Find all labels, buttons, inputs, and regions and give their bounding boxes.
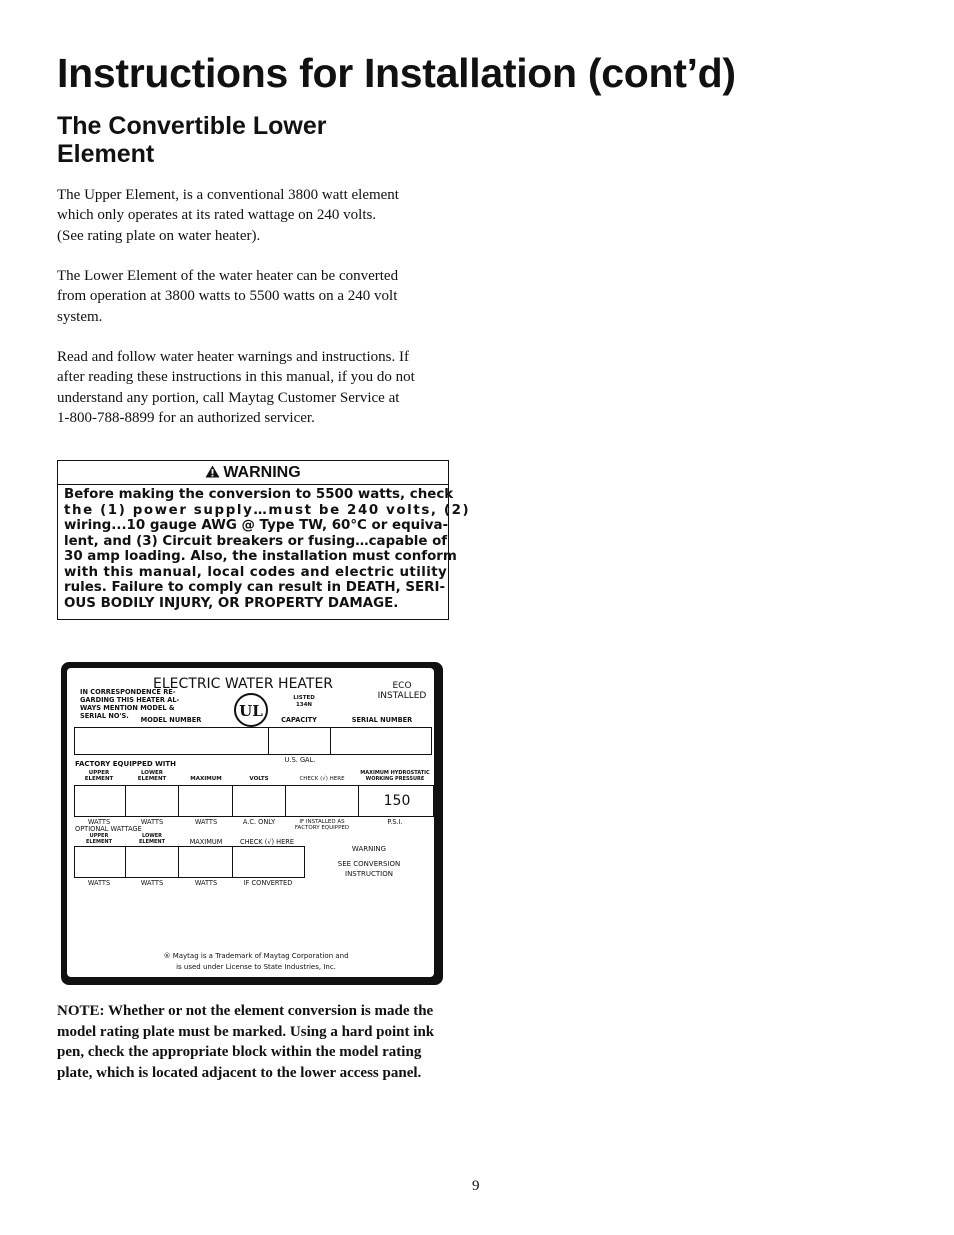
warning-text [58,485,471,611]
warning-line: Before making the conversion to 5500 watts, check [64,487,454,502]
warning-box [57,460,471,620]
paragraph-line: The Lower Element of the water heater can be converted [57,268,399,284]
page-number: 9 [472,1178,480,1194]
plate-see-conversion: SEE CONVERSION INSTRUCTION [337,860,401,878]
plate-listed: LISTED [293,695,315,701]
plate-correspondence-line: GARDING THIS HEATER AL- [80,696,180,704]
paragraph-lower-element [57,266,442,327]
plate-model-number-label: MODEL NUMBER [140,716,202,724]
paragraph-line: which only operates at its rated wattage on 240 volts. [57,207,377,224]
paragraph-upper-element [57,185,442,246]
warning-line: rules. Failure to comply can result in DEATH, SERI- [64,580,446,595]
ul-logo-text: UL [239,702,263,720]
paragraph-line: Read and follow water heater warnings and instructions. If [57,349,409,365]
plate-optional-lower-box [125,846,179,878]
plate-maximum-box [178,785,233,817]
warning-line: lent, and (3) Circuit breakers or fusing…capable of [64,533,448,549]
section-heading: The Convertible Lower Element [57,112,327,168]
plate-pressure-value: 150 [383,793,411,809]
plate-lower-element-label: LOWER ELEMENT [137,770,167,782]
warning-heading: WARNING [223,464,301,481]
plate-ac-only: A.C. ONLY [242,818,276,826]
warning-line: 30 amp loading. Also, the installation must conform [64,549,457,564]
plate-watts-label: WATTS [87,879,111,887]
paragraph-line: (See rating plate on water heater). [57,227,261,244]
plate-check-here-label: CHECK (√) HERE [299,776,345,782]
plate-watts-label: WATTS [140,818,164,826]
note-line: plate, which is located adjacent to the lower access panel. [57,1064,422,1081]
plate-check-here-label: CHECK (√) HERE [239,838,295,846]
warning-line: wiring...10 gauge AWG @ Type TW, 60°C or equiva- [64,518,449,533]
paragraph-line: understand any portion, call Maytag Customer Service at [57,389,400,406]
note-line: NOTE: Whether or not the element conversion is made the [57,1003,434,1019]
plate-heading: ELECTRIC WATER HEATER [153,676,334,692]
plate-upper-element-label: UPPER ELEMENT [85,833,113,845]
plate-optional-check-box [232,846,305,878]
plate-model-number-box [74,727,269,755]
plate-volts-box [232,785,286,817]
plate-maximum-label: MAXIMUM [190,776,222,782]
plate-optional-wattage: OPTIONAL WATTAGE [75,825,142,833]
plate-watts-label: WATTS [140,879,164,887]
plate-watts-label: WATTS [87,818,111,826]
plate-us-gal: U.S. GAL. [284,756,316,764]
warning-triangle-icon [205,465,220,478]
note-paragraph [57,1001,452,1083]
paragraph-read-instructions [57,347,442,428]
plate-serial-number-label: SERIAL NUMBER [351,716,413,724]
plate-max-pressure-label: MAXIMUM HYDROSTATIC WORKING PRESSURE [360,770,430,782]
page-title: Instructions for Installation (cont’d) [57,50,736,96]
plate-correspondence-line: WAYS MENTION MODEL & [80,704,175,712]
plate-upper-element-box [74,785,126,817]
plate-capacity-label: CAPACITY [281,716,317,724]
plate-factory-equipped: FACTORY EQUIPPED WITH [75,760,177,768]
paragraph-line: system. [57,308,103,325]
paragraph-line: from operation at 3800 watts to 5500 watts on a 240 volt [57,288,398,305]
rating-plate [61,662,443,985]
plate-maximum-label: MAXIMUM [189,838,223,846]
plate-eco: ECO [392,681,412,691]
paragraph-line: The Upper Element, is a conventional 3800 watt element [57,187,399,203]
warning-line: the (1) power supply…must be 240 volts, (2) [64,502,471,518]
plate-trademark: ® Maytag is a Trademark of Maytag Corporation and is used under License to State Industries, Inc. [163,952,349,971]
plate-upper-element-label: UPPER ELEMENT [84,770,114,782]
plate-optional-maximum-box [178,846,233,878]
warning-line: OUS BODILY INJURY, OR PROPERTY DAMAGE. [64,595,399,611]
warning-header [58,461,448,485]
plate-psi: P.S.I. [387,818,403,826]
plate-correspondence-line: SERIAL NO'S. [80,712,129,720]
ul-logo-icon [233,692,269,728]
plate-correspondence-line: IN CORRESPONDENCE RE- [80,688,176,696]
plate-installed: INSTALLED [377,691,427,701]
plate-lower-element-box [125,785,179,817]
paragraph-line: after reading these instructions in this manual, if you do not [57,369,415,386]
plate-warning-label: WARNING [351,845,387,853]
plate-check-box [285,785,359,817]
paragraph-line: 1-800-788-8899 for an authorized servicer. [57,409,315,426]
plate-optional-upper-box [74,846,126,878]
plate-watts-label: WATTS [194,818,218,826]
plate-if-converted: IF CONVERTED [243,879,293,887]
warning-line: with this manual, local codes and electric utility [64,564,448,580]
note-line: pen, check the appropriate block within the model rating [57,1044,422,1060]
plate-watts-label: WATTS [194,879,218,887]
rating-plate-face [67,668,434,977]
plate-capacity-box [268,727,331,755]
plate-if-installed: IF INSTALLED AS FACTORY EQUIPPED [294,819,350,831]
plate-serial-number-box [330,727,432,755]
plate-listed-code: 134N [295,702,313,708]
note-line: model rating plate must be marked. Using a hard point ink [57,1023,435,1040]
plate-lower-element-label: LOWER ELEMENT [138,833,166,845]
plate-volts-label: VOLTS [249,776,269,782]
